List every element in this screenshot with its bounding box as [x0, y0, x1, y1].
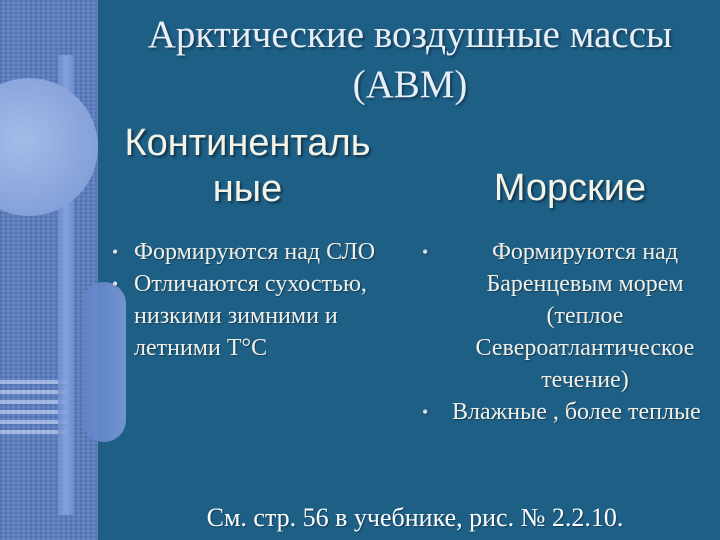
list-item-text: Формируются над Баренцевым морем (теплое Североатлантическое течение)	[475, 239, 695, 393]
continental-heading-line2: ные	[212, 168, 283, 210]
marine-heading: Морские	[493, 167, 647, 209]
list-item-text: Формируются над СЛО	[134, 239, 376, 265]
list-item	[418, 236, 718, 396]
continental-heading-line1: Континенталь	[124, 122, 371, 164]
list-item-text: Отличаются сухостью, низкими зимними и летними Т°С	[134, 271, 367, 361]
list-item	[418, 396, 718, 428]
footer-reference: См. стр. 56 в учебнике, рис. № 2.2.10.	[206, 503, 624, 532]
slide-title-line1: Арктические воздушные массы	[147, 13, 673, 56]
bullet-icon: •	[422, 242, 429, 262]
slide-title	[100, 10, 720, 110]
continental-list	[108, 236, 398, 364]
slide-title-line2: (АВМ)	[352, 63, 468, 106]
list-item	[108, 268, 398, 364]
bullet-icon: •	[422, 402, 429, 422]
list-item	[108, 236, 398, 268]
decorative-lines	[0, 380, 66, 440]
bullet-icon: •	[112, 242, 119, 262]
marine-list	[418, 236, 718, 428]
list-item-text: Влажные , более теплые	[452, 399, 701, 425]
bullet-icon: •	[112, 274, 119, 294]
continental-heading	[110, 120, 385, 212]
